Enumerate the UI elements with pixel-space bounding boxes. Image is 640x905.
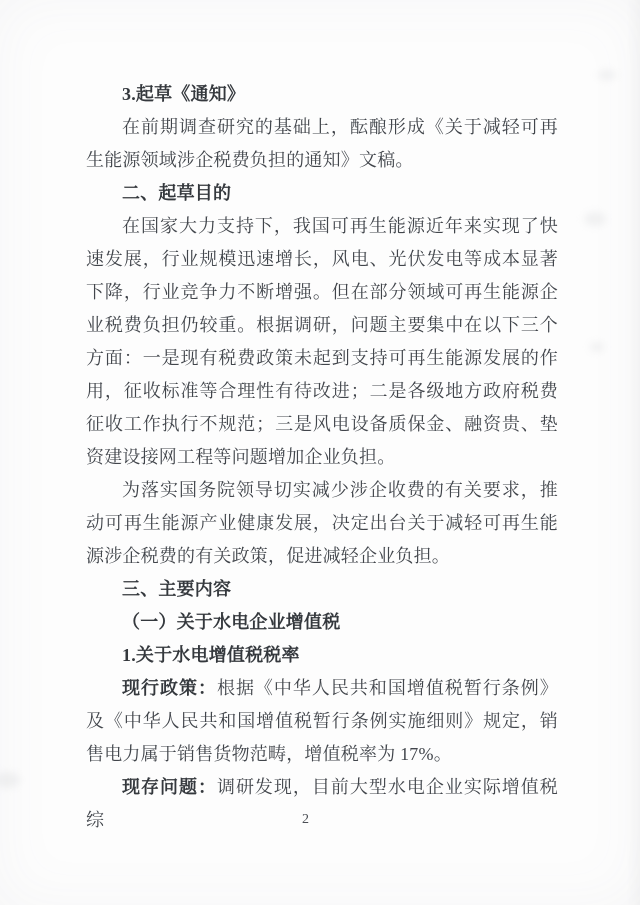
document-paragraph: 在前期调查研究的基础上，酝酿形成《关于减轻可再生能源领域涉企税费负担的通知》文稿。: [86, 117, 558, 170]
paragraph-text: 根据《中华人民共和国增值税暂行条例》及《中华人民共和国增值税暂行条例实施细则》规定，销售电力属于销售货物范畴，增值税率为 17%。: [86, 678, 558, 764]
document-heading: （一）关于水电企业增值税: [122, 612, 341, 632]
document-heading: 三、主要内容: [122, 579, 232, 599]
document-paragraph: 在国家大力支持下，我国可再生能源近年来实现了快速发展，行业规模迅速增长，风电、光伏发电等成本显著下降，行业竞争力不断增强。但在部分领域可再生能源企业税费负担仍较重。根据调研，问题主要集中在以下三个方面：一是现有税费政策未起到支持可再生能源发展的作用，征收标准等合理性有待改进；二是各级地方政府税费征收工作执行不规范；三是风电设备质保金、融资贵、垫资建设接网工程等问题增加企业负担。: [86, 216, 558, 467]
document-paragraph: 为落实国务院领导切实减少涉企收费的有关要求，推动可再生能源产业健康发展，决定出台关于减轻可再生能源涉企税费的有关政策，促进减轻企业负担。: [86, 480, 558, 566]
paragraph-lead-label: 现行政策：: [122, 678, 217, 698]
paragraph-lead-label: 现存问题：: [122, 777, 217, 797]
document-body: [86, 78, 558, 837]
scan-artifact: [0, 772, 20, 788]
document-heading: 二、起草目的: [122, 183, 232, 203]
scan-artifact: [584, 212, 606, 226]
document-heading: 1.关于水电增值税税率: [122, 645, 300, 665]
paragraph-text: 调研发现，目前大型水电企业实际增值税综: [86, 777, 558, 830]
scan-edge-shadow: [626, 0, 640, 905]
page-number: 2: [302, 812, 310, 827]
scan-artifact: [598, 70, 616, 80]
document-heading: 3.起草《通知》: [122, 84, 246, 104]
document-paragraph: [86, 672, 558, 771]
scan-artifact: [590, 342, 604, 352]
